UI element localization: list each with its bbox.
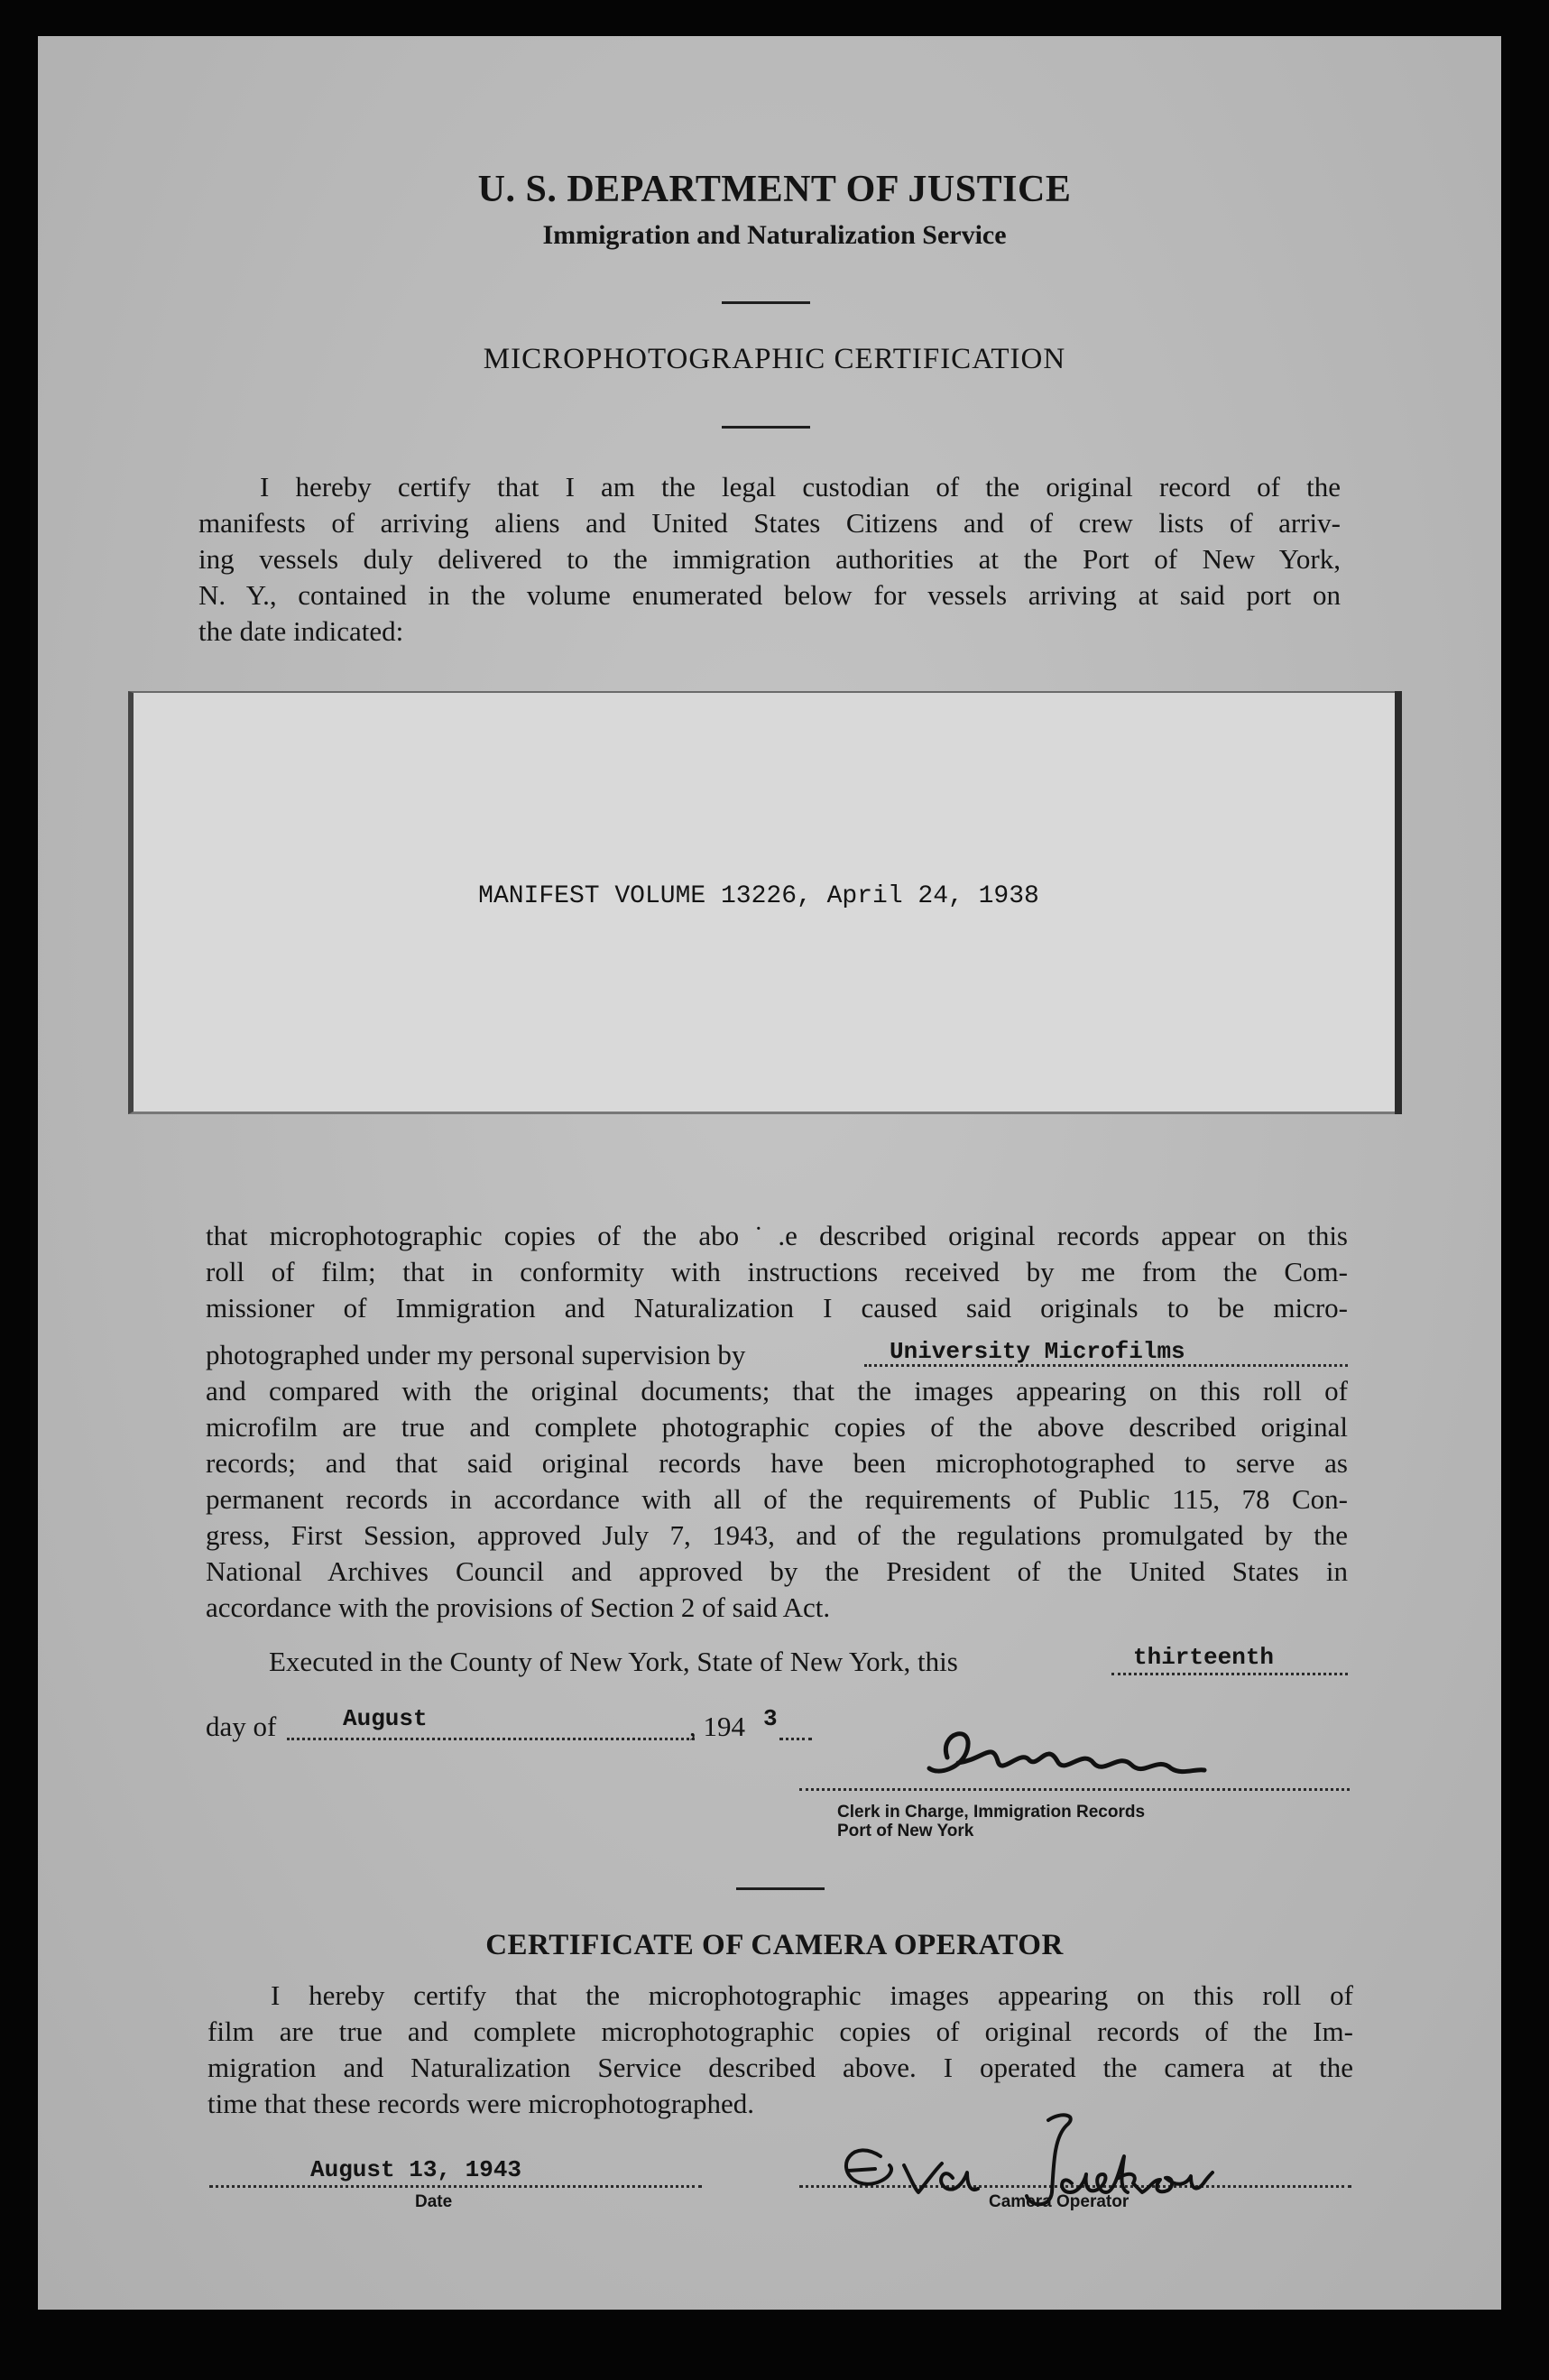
camera-line: I hereby certify that the microphotographic images appearing on this roll of bbox=[271, 1979, 1353, 2011]
day-of-label: day of bbox=[206, 1711, 277, 1742]
clerk-title-line2: Port of New York bbox=[837, 1822, 974, 1840]
body-line: accordance with the provisions of Section 2 of said Act. bbox=[206, 1591, 831, 1623]
intro-line: the date indicated: bbox=[198, 615, 404, 647]
title-divider bbox=[722, 426, 810, 429]
year-dots bbox=[779, 1738, 812, 1740]
body-line: and compared with the original documents; that the images appearing on this roll of bbox=[206, 1375, 1348, 1407]
section-divider bbox=[736, 1887, 825, 1890]
camera-section-title: CERTIFICATE OF CAMERA OPERATOR bbox=[485, 1929, 1064, 1961]
intro-line: manifests of arriving aliens and United States Citizens and of crew lists of arriv- bbox=[198, 507, 1341, 539]
certificate-page bbox=[38, 36, 1501, 2310]
header-divider bbox=[722, 301, 810, 304]
body-line: missioner of Immigration and Naturalization I caused said originals to be micro- bbox=[206, 1292, 1348, 1324]
supervision-line bbox=[206, 1337, 1348, 1373]
executed-prefix: Executed in the County of New York, State of New York, this bbox=[269, 1646, 958, 1677]
department-heading: U. S. DEPARTMENT OF JUSTICE bbox=[477, 169, 1072, 210]
body-line: roll of film; that in conformity with instructions received by me from the Com- bbox=[206, 1256, 1348, 1287]
camera-line: time that these records were microphotographed. bbox=[207, 2088, 754, 2119]
date-label: Date bbox=[415, 2192, 453, 2211]
intro-line: I hereby certify that I am the legal custodian of the original record of the bbox=[260, 471, 1341, 503]
operator-label: Camera Operator bbox=[989, 2192, 1129, 2211]
clerk-title-line1: Clerk in Charge, Immigration Records bbox=[837, 1803, 1146, 1822]
executed-day-dots bbox=[1111, 1673, 1348, 1675]
intro-line: N. Y., contained in the volume enumerated below for vessels arriving at said port on bbox=[198, 579, 1341, 611]
camera-line: migration and Naturalization Service described above. I operated the camera at the bbox=[207, 2052, 1353, 2083]
supervision-dots bbox=[864, 1364, 1348, 1367]
intro-paragraph bbox=[198, 469, 1341, 650]
intro-line: ing vessels duly delivered to the immigration authorities at the Port of New York, bbox=[198, 543, 1341, 575]
clerk-title bbox=[837, 1803, 1145, 1840]
camera-line: film are true and complete microphotographic copies of original records of the Im- bbox=[207, 2016, 1353, 2047]
date-value: August 13, 1943 bbox=[310, 2156, 522, 2183]
manifest-volume-label: MANIFEST VOLUME 13226, April 24, 1938 bbox=[478, 882, 1039, 910]
service-subheading: Immigration and Naturalization Service bbox=[542, 220, 1007, 250]
executed-day-value: thirteenth bbox=[1133, 1644, 1275, 1671]
body-paragraph bbox=[206, 1218, 1348, 1626]
body-line: gress, First Session, approved July 7, 1943, and of the regulations promulgated by the bbox=[206, 1519, 1348, 1551]
body-line: microfilm are true and complete photographic copies of the above described original bbox=[206, 1411, 1348, 1443]
month-value: August bbox=[343, 1705, 428, 1732]
year-prefix: , 194 bbox=[689, 1711, 745, 1742]
body-line: National Archives Council and approved by the President of the United States in bbox=[206, 1555, 1348, 1587]
month-dots bbox=[287, 1738, 695, 1740]
body-line: records; and that said original records have been microphotographed to serve as bbox=[206, 1447, 1348, 1479]
clerk-signature bbox=[911, 1705, 1209, 1804]
year-value: 3 bbox=[763, 1705, 778, 1732]
camera-paragraph bbox=[207, 1978, 1353, 2122]
supervision-value: University Microfilms bbox=[890, 1338, 1185, 1365]
certificate-title: MICROPHOTOGRAPHIC CERTIFICATION bbox=[483, 343, 1066, 375]
body-line: permanent records in accordance with all of the requirements of Public 115, 78 Con- bbox=[206, 1483, 1348, 1515]
body-line: that microphotographic copies of the abo˙.e described original records appear on this bbox=[206, 1220, 1348, 1251]
date-line bbox=[209, 2185, 702, 2188]
supervision-prefix: photographed under my personal supervision by bbox=[206, 1339, 746, 1370]
